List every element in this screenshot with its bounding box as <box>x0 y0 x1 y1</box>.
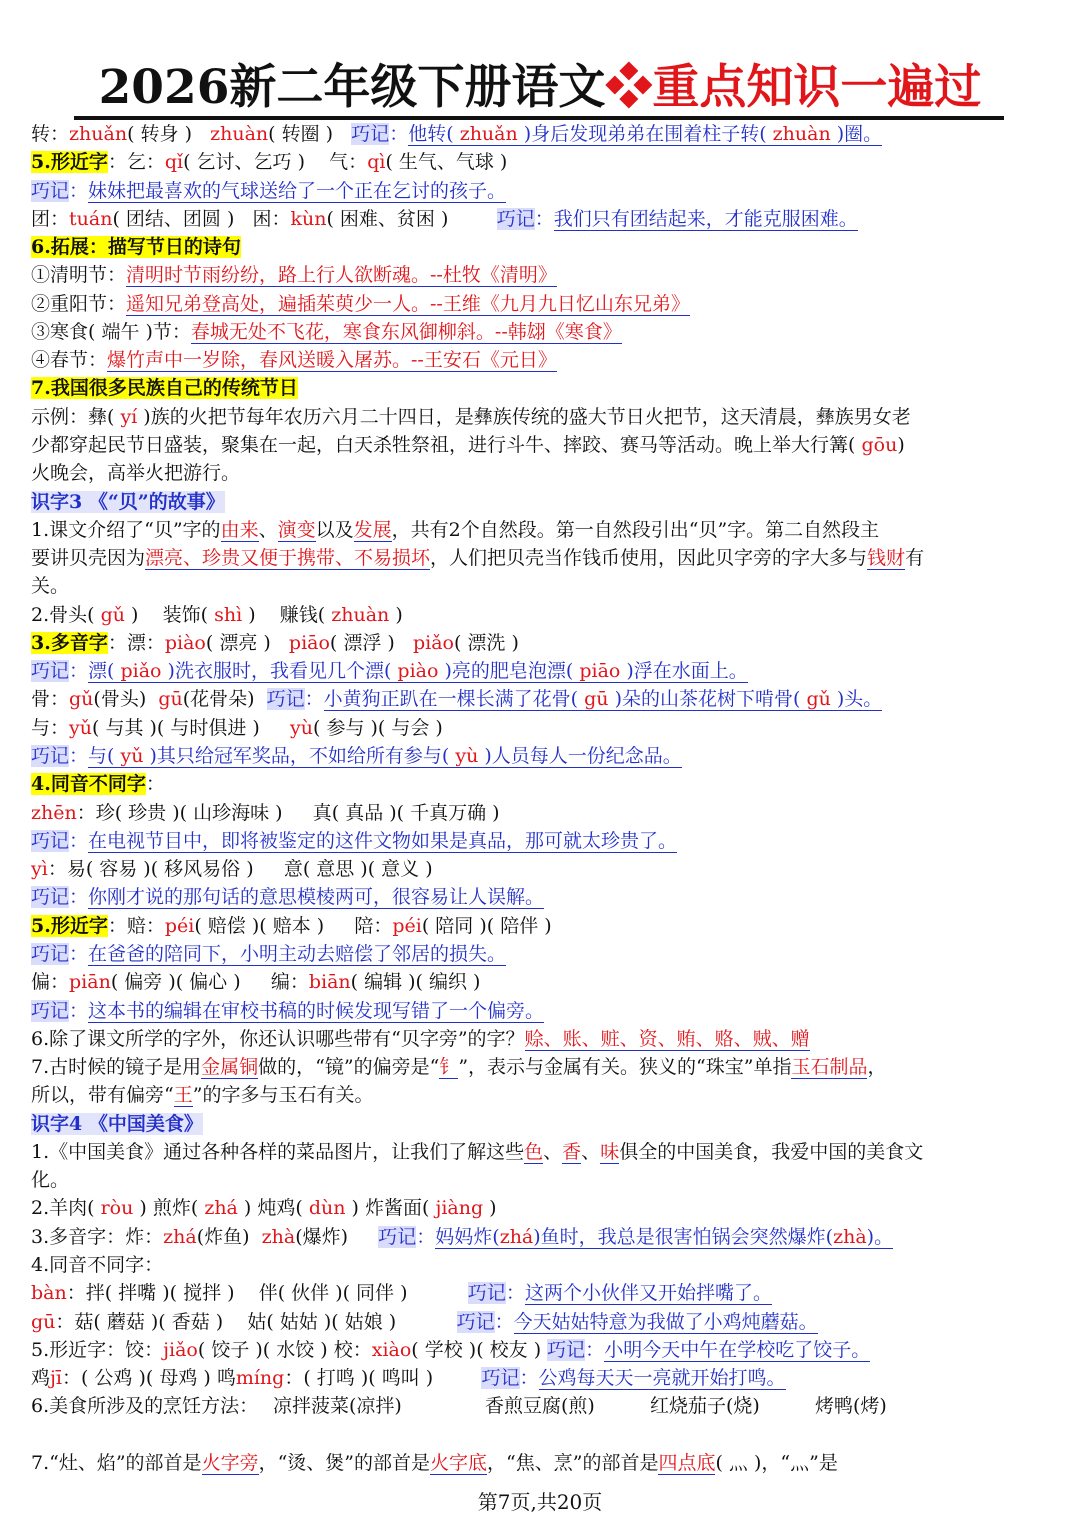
text-segment: ( 生气、气球 ) <box>385 151 508 173</box>
text-segment: gū <box>158 688 183 710</box>
text-segment: )亮的肥皂泡漂( <box>438 660 580 682</box>
text-segment: zhá <box>163 1226 197 1248</box>
text-segment: péi <box>164 915 195 937</box>
text-segment: xiào <box>371 1339 412 1361</box>
text-segment: )。 <box>866 1226 894 1248</box>
text-segment: ( 偏旁 )( 偏心 ) 编： <box>110 971 309 993</box>
text-segment: ( 饺子 )( 水饺 ) 校： <box>197 1339 372 1361</box>
text-segment: 在爸爸的陪同下，小明主动去赔偿了邻居的损失。 <box>88 943 507 965</box>
text-segment: ： <box>69 943 89 965</box>
text-segment: ) 赚钱( <box>242 604 332 626</box>
section-heading: 7.我国很多民族自己的传统节日 <box>31 377 298 399</box>
text-segment: 今天姑姑特意为我做了小鸡炖蘑菇。 <box>513 1311 818 1333</box>
text-segment: 火字旁 <box>201 1452 259 1474</box>
text-segment: 有 <box>905 547 925 569</box>
cooking-item: 香煎豆腐(煎) <box>485 1395 595 1417</box>
section-heading: 3.多音字 <box>31 632 108 654</box>
text-segment: (炸鱼) <box>196 1226 262 1248</box>
text-segment: )族的火把节每年农历六月二十四日，是彝族传统的盛大节日火把节，这天清晨，彝族男女老 <box>137 406 911 428</box>
text-segment: 赊、账、赃、资、贿、赂、贼、赠 <box>524 1028 810 1050</box>
mnemonic-tag: 巧记 <box>31 886 70 908</box>
section-heading: 5.形近字 <box>31 151 108 173</box>
text-segment: ) <box>897 434 905 456</box>
text-segment: ( 困难、贫困 ) <box>326 208 497 230</box>
text-line <box>31 374 1049 402</box>
text-segment: ( 与其 )( 与时俱进 ) <box>92 717 291 739</box>
text-segment: piǎo <box>412 632 454 654</box>
mnemonic-tag: 巧记 <box>547 1339 586 1361</box>
text-segment: 示例：彝( <box>31 406 121 428</box>
text-segment: ”的字多与玉石有关。 <box>192 1084 374 1106</box>
text-segment: ( 编辑 )( 编织 ) <box>350 971 481 993</box>
text-segment: 妹妹把最喜欢的气球送给了一个正在乞讨的孩子。 <box>88 180 507 202</box>
text-segment: gǔ <box>100 604 125 626</box>
text-segment: 、 <box>581 1141 601 1163</box>
title-accent: 重点知识一遍过 <box>652 60 982 115</box>
text-segment: shì <box>214 604 243 626</box>
text-line <box>31 572 1049 600</box>
text-segment: 由来 <box>220 519 259 541</box>
text-line <box>31 488 1049 516</box>
text-segment: 1.《中国美食》通过各种各样的菜品图片，让我们了解这些 <box>31 1141 525 1163</box>
text-segment: 所以，带有偏旁“ <box>31 1084 174 1106</box>
text-segment: 钱财 <box>867 547 906 569</box>
text-segment: 四点底 <box>658 1452 716 1474</box>
text-segment: ： <box>69 830 89 852</box>
text-line <box>31 1223 1049 1251</box>
text-line <box>31 601 1049 629</box>
text-line <box>31 770 1049 798</box>
text-segment: 你刚才说的那句话的意思模棱两可，很容易让人误解。 <box>88 886 545 908</box>
text-segment: ： <box>519 1367 539 1389</box>
text-segment: 以及 <box>315 519 354 541</box>
text-segment: ( 漂亮 ) <box>205 632 289 654</box>
text-segment: ( 团结、团圆 ) 困： <box>112 208 291 230</box>
text-segment: ，“烫、煲”的部首是 <box>258 1452 431 1474</box>
text-segment: ： <box>145 773 165 795</box>
text-segment: ： <box>505 1282 525 1304</box>
text-line <box>31 1053 1049 1081</box>
text-segment: piào <box>164 632 206 654</box>
text-segment: ：珍( 珍贵 )( 山珍海味 ) 真( 真品 )( 千真万确 ) <box>76 802 500 824</box>
text-segment: 偏： <box>31 971 70 993</box>
text-segment: 7.“灶、焰”的部首是 <box>31 1452 202 1474</box>
text-segment: zhà <box>261 1226 296 1248</box>
text-segment: 发展 <box>353 519 392 541</box>
text-segment: 化。 <box>31 1169 70 1191</box>
cooking-item: 烤鸭(烤) <box>815 1395 887 1417</box>
text-line <box>31 1279 1049 1307</box>
text-segment: 火晚会，高举火把游行。 <box>31 462 241 484</box>
text-segment: 、 <box>258 519 278 541</box>
text-segment: ，人们把贝壳当作钱币使用，因此贝字旁的字大多与 <box>430 547 868 569</box>
text-line <box>31 940 1049 968</box>
text-segment: jiàng <box>435 1197 484 1219</box>
text-segment: yì <box>31 858 48 880</box>
text-segment: 我们只有团结起来，才能克服困难。 <box>553 208 858 230</box>
text-segment: ròu <box>100 1197 134 1219</box>
text-segment: piào <box>397 660 439 682</box>
title-main: 2026新二年级下册语文 <box>98 60 606 115</box>
text-line <box>31 883 1049 911</box>
text-segment: 小明今天中午在学校吃了饺子。 <box>604 1339 871 1361</box>
text-segment: 香 <box>562 1141 582 1163</box>
text-segment: 少都穿起民节日盛装，聚集在一起，白天杀牲祭祖，进行斗牛、摔跤、赛马等活动。晚上举大行篝( <box>31 434 862 456</box>
text-line <box>31 968 1049 996</box>
text-segment: ( 灬 )，“灬”是 <box>715 1452 838 1474</box>
text-segment: ③寒食( 端午 )节： <box>31 321 191 343</box>
text-segment: 2.骨头( <box>31 604 101 626</box>
text-segment: ：漂： <box>107 632 165 654</box>
text-segment: piāo <box>288 632 330 654</box>
text-line <box>31 714 1049 742</box>
text-segment: ( 漂浮 ) <box>329 632 413 654</box>
text-segment: ) <box>483 1197 497 1219</box>
title-diamond-icon: ❖ <box>605 60 653 115</box>
text-segment: 与： <box>31 717 70 739</box>
text-segment: 与( <box>88 745 121 767</box>
text-segment: zhuàn <box>210 123 269 145</box>
text-segment: )圈。 <box>830 123 883 145</box>
text-segment: ：( 公鸡 )( 母鸡 ) 鸣 <box>61 1367 236 1389</box>
text-segment: 漂( <box>88 660 121 682</box>
mnemonic-tag: 巧记 <box>31 943 70 965</box>
text-line <box>31 177 1049 205</box>
text-segment: 色 <box>524 1141 544 1163</box>
text-segment: 遥知兄弟登高处，遍插茱萸少一人。--王维《九月九日忆山东兄弟》 <box>126 293 690 315</box>
text-segment: zhà <box>833 1226 867 1248</box>
text-line <box>31 516 1049 544</box>
text-segment: 爆竹声中一岁除，春风送暖入屠苏。--王安石《元日》 <box>107 349 557 371</box>
text-segment: ：拌( 拌嘴 )( 搅拌 ) 伴( 伙伴 )( 同伴 ) <box>66 1282 468 1304</box>
lesson-heading: 识字3 《“贝”的故事》 <box>31 491 225 513</box>
text-line <box>31 318 1049 346</box>
text-segment: piāo <box>579 660 621 682</box>
mnemonic-tag: 巧记 <box>496 208 535 230</box>
text-segment: 4.同音不同字： <box>31 1254 164 1276</box>
text-segment: ： <box>304 688 324 710</box>
text-segment: ： <box>416 1226 436 1248</box>
text-segment: )身后发现弟弟在围着柱子转( <box>517 123 773 145</box>
text-segment: péi <box>392 915 422 937</box>
text-segment: )鱼时，我总是很害怕锅会突然爆炸( <box>533 1226 834 1248</box>
lesson-heading: 识字4 《中国美食》 <box>31 1113 203 1135</box>
text-segment: ) 装饰( <box>125 604 215 626</box>
text-segment: ： <box>534 208 554 230</box>
cooking-row-1 <box>31 1392 1049 1420</box>
text-segment: 妈妈炸( <box>435 1226 500 1248</box>
text-segment: 漂亮、珍贵又便于携带、不易损坏 <box>145 547 431 569</box>
text-line <box>31 912 1049 940</box>
text-segment: yí <box>120 406 138 428</box>
text-segment: ： <box>69 660 89 682</box>
page-title <box>0 56 1080 120</box>
cooking-item: 红烧茄子(烧) <box>650 1395 760 1417</box>
text-line <box>31 403 1049 431</box>
text-segment: ：菇( 蘑菇 )( 香菇 ) 姑( 姑姑 )( 姑娘 ) <box>55 1311 457 1333</box>
text-segment: 钅 <box>439 1056 459 1078</box>
text-segment: zhuàn <box>772 123 831 145</box>
text-segment: zhēn <box>31 802 77 824</box>
text-line <box>31 233 1049 261</box>
text-segment: qǐ <box>164 151 184 173</box>
mnemonic-tag: 巧记 <box>31 745 70 767</box>
text-line <box>31 799 1049 827</box>
text-segment: 5.形近字：饺： <box>31 1339 164 1361</box>
text-segment: ( 赔偿 )( 赔本 ) 陪： <box>194 915 393 937</box>
text-segment: 7.古时候的镜子是用 <box>31 1056 202 1078</box>
text-segment: 关。 <box>31 575 70 597</box>
text-segment: 清明时节雨纷纷，路上行人欲断魂。--杜牧《清明》 <box>126 264 557 286</box>
text-segment: 他转( <box>408 123 460 145</box>
text-segment: ，“焦、烹”的部首是 <box>487 1452 659 1474</box>
text-segment: ( 漂洗 ) <box>453 632 519 654</box>
text-segment: ： <box>494 1311 514 1333</box>
text-segment: jī <box>50 1367 62 1389</box>
text-line <box>31 148 1049 176</box>
text-segment: zhá <box>499 1226 534 1248</box>
text-line <box>31 1308 1049 1336</box>
mnemonic-tag: 巧记 <box>378 1226 417 1248</box>
text-line <box>31 346 1049 374</box>
text-segment: 做的，“镜”的偏旁是“ <box>258 1056 440 1078</box>
text-segment: (花骨朵) <box>182 688 267 710</box>
text-segment: ( 转圈 ) <box>268 123 352 145</box>
text-segment: )洗衣服时，我看见几个漂( <box>161 660 398 682</box>
text-segment: 6.除了课文所学的字外，你还认识哪些带有“贝字旁”的字？ <box>31 1028 525 1050</box>
cooking-item: 凉拌菠菜(凉拌) <box>273 1395 402 1417</box>
mnemonic-tag: 巧记 <box>351 123 390 145</box>
text-segment: 演变 <box>277 519 316 541</box>
text-segment: 骨： <box>31 688 70 710</box>
text-segment: qì <box>367 151 386 173</box>
text-segment: ， <box>867 1056 887 1078</box>
text-segment: ： <box>69 180 89 202</box>
text-segment: ( 乞讨、乞巧 ) 气： <box>183 151 368 173</box>
text-segment: bàn <box>31 1282 67 1304</box>
text-segment: míng <box>235 1367 285 1389</box>
text-segment: yù <box>455 745 479 767</box>
text-segment: ④春节： <box>31 349 108 371</box>
text-segment: 俱全的中国美食，我爱中国的美食文 <box>619 1141 924 1163</box>
text-segment: 味 <box>600 1141 620 1163</box>
text-segment: 1.课文介绍了“贝”字的 <box>31 519 221 541</box>
text-segment: piān <box>69 971 111 993</box>
text-line <box>31 1449 1049 1477</box>
text-segment: ：易( 容易 )( 移风易俗 ) 意( 意思 )( 意义 ) <box>47 858 433 880</box>
text-segment: ②重阳节： <box>31 293 127 315</box>
text-line <box>31 827 1049 855</box>
text-segment: 团： <box>31 208 70 230</box>
text-line <box>31 120 1049 148</box>
text-segment: )朵的山茶花树下啃骨( <box>608 688 807 710</box>
text-segment: )浮在水面上。 <box>620 660 748 682</box>
text-segment: ：( 打鸣 )( 鸣叫 ) <box>284 1367 482 1389</box>
text-segment: 这两个小伙伴又开始拌嘴了。 <box>524 1282 772 1304</box>
page-number: 第7页,共20页 <box>477 1490 603 1514</box>
text-segment: ： <box>69 745 89 767</box>
text-segment: zhuǎn <box>459 123 518 145</box>
text-line <box>31 261 1049 289</box>
text-segment: 玉石制品 <box>791 1056 868 1078</box>
text-segment: 3.多音字：炸： <box>31 1226 164 1248</box>
mnemonic-tag: 巧记 <box>456 1311 495 1333</box>
mnemonic-tag: 巧记 <box>31 1000 70 1022</box>
text-segment: ： <box>389 123 409 145</box>
mnemonic-tag: 巧记 <box>31 180 70 202</box>
text-segment: 这本书的编辑在审校书稿的时候发现写错了一个偏旁。 <box>88 1000 545 1022</box>
text-segment: gū <box>584 688 609 710</box>
text-line <box>31 1336 1049 1364</box>
text-segment: 小黄狗正趴在一棵长满了花骨( <box>323 688 585 710</box>
text-segment: ： <box>69 1000 89 1022</box>
mnemonic-tag: 巧记 <box>481 1367 520 1389</box>
text-line <box>31 205 1049 233</box>
text-segment: 要讲贝壳因为 <box>31 547 146 569</box>
text-segment: gū <box>31 1311 56 1333</box>
text-segment: ) <box>389 604 403 626</box>
text-segment: )人员每人一份纪念品。 <box>478 745 682 767</box>
text-segment: 在电视节目中，即将被鉴定的这件文物如果是真品，那可就太珍贵了。 <box>88 830 678 852</box>
text-segment: ： <box>69 886 89 908</box>
text-segment: ：赔： <box>107 915 165 937</box>
text-segment: ( 参与 )( 与会 ) <box>313 717 443 739</box>
section-heading: 4.同音不同字 <box>31 773 146 795</box>
text-segment: (骨头) <box>93 688 159 710</box>
text-line <box>31 657 1049 685</box>
text-segment: gōu <box>861 434 898 456</box>
cooking-label: 6.美食所涉及的烹饪方法： <box>31 1395 259 1417</box>
text-segment: yù <box>290 717 313 739</box>
text-segment: dùn <box>308 1197 346 1219</box>
text-line <box>31 1110 1049 1138</box>
text-segment: ： <box>585 1339 605 1361</box>
text-segment: gǔ <box>69 688 94 710</box>
text-line <box>31 1251 1049 1279</box>
text-segment: 鸡 <box>31 1367 51 1389</box>
text-segment: tuán <box>69 208 113 230</box>
text-segment: ) 煎炸( <box>133 1197 205 1219</box>
mnemonic-tag: 巧记 <box>31 660 70 682</box>
text-segment: )头。 <box>830 688 883 710</box>
text-line <box>31 1166 1049 1194</box>
text-line <box>31 1081 1049 1109</box>
text-segment: ( 转身 ) <box>127 123 211 145</box>
text-line <box>31 685 1049 713</box>
text-segment: zhuǎn <box>69 123 128 145</box>
text-segment: biān <box>308 971 351 993</box>
text-segment: zhá <box>204 1197 238 1219</box>
text-line <box>31 629 1049 657</box>
mnemonic-tag: 巧记 <box>467 1282 506 1304</box>
text-segment: 、 <box>543 1141 563 1163</box>
text-segment: 金属铜 <box>201 1056 259 1078</box>
text-segment: 公鸡每天天一亮就开始打鸣。 <box>538 1367 786 1389</box>
text-segment: ：乞： <box>107 151 165 173</box>
text-segment: )其只给冠军奖品，不如给所有参与( <box>143 745 456 767</box>
text-segment: ，共有2个自然段。第一自然段引出“贝”字。第二自然段主 <box>391 519 880 541</box>
text-segment: ①清明节： <box>31 264 127 286</box>
text-line <box>31 290 1049 318</box>
mnemonic-tag: 巧记 <box>31 830 70 852</box>
text-segment: ( 学校 )( 校友 ) <box>411 1339 548 1361</box>
text-segment: yǔ <box>120 745 144 767</box>
text-segment: 火字底 <box>430 1452 488 1474</box>
text-segment: ) 炸酱面( <box>345 1197 436 1219</box>
text-segment: gǔ <box>806 688 831 710</box>
text-segment: kùn <box>290 208 327 230</box>
text-line <box>31 1138 1049 1166</box>
text-segment: (爆炸) <box>295 1226 379 1248</box>
text-segment: ( 陪同 )( 陪伴 ) <box>421 915 552 937</box>
text-segment: ) 炖鸡( <box>237 1197 309 1219</box>
text-segment: 春城无处不飞花，寒食东风御柳斜。--韩翃《寒食》 <box>190 321 622 343</box>
mnemonic-tag: 巧记 <box>266 688 305 710</box>
section-heading: 5.形近字 <box>31 915 108 937</box>
text-segment: 2.羊肉( <box>31 1197 101 1219</box>
text-line <box>31 1364 1049 1392</box>
text-line <box>31 997 1049 1025</box>
text-segment: ”，表示与金属有关。狭义的“珠宝”单指 <box>458 1056 792 1078</box>
text-line <box>31 742 1049 770</box>
section-heading: 6.拓展：描写节日的诗句 <box>31 236 241 258</box>
text-segment: jiǎo <box>163 1339 198 1361</box>
text-line <box>31 431 1049 459</box>
text-segment: piǎo <box>120 660 162 682</box>
text-line <box>31 855 1049 883</box>
text-segment: 转： <box>31 123 70 145</box>
text-segment: yǔ <box>69 717 92 739</box>
text-line <box>31 1025 1049 1053</box>
text-segment: 王 <box>173 1084 193 1106</box>
text-line <box>31 544 1049 572</box>
text-line <box>31 459 1049 487</box>
text-segment: zhuàn <box>331 604 390 626</box>
text-line <box>31 1194 1049 1222</box>
